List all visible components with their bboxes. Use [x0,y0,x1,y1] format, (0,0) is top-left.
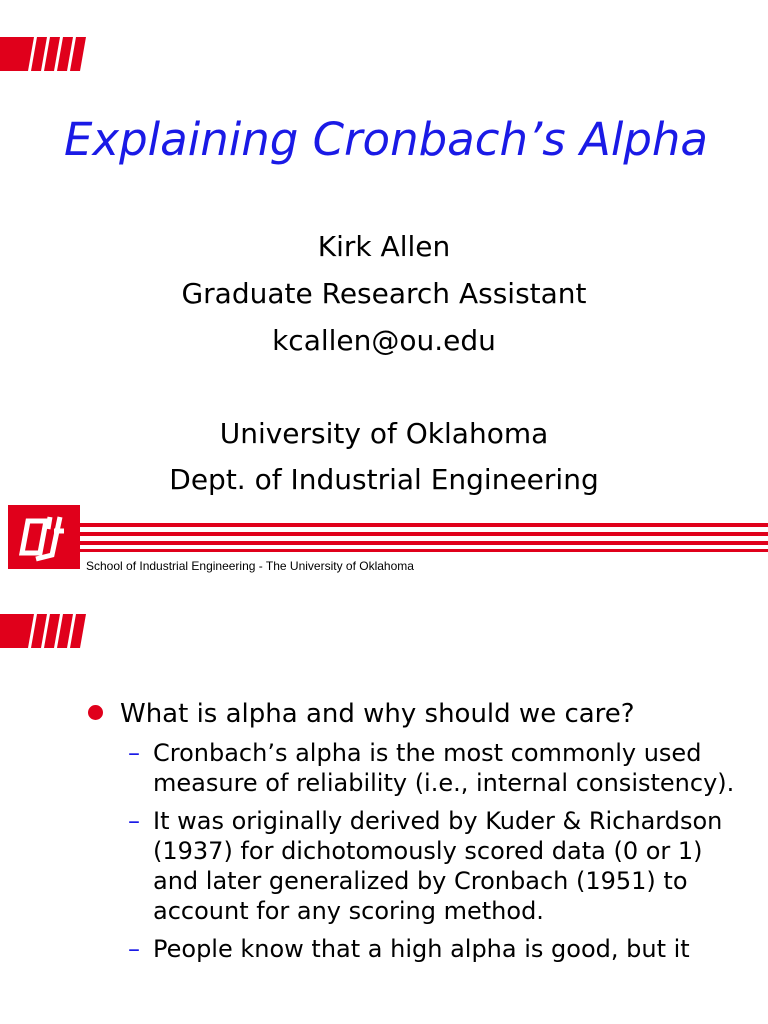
author-role: Graduate Research Assistant [181,277,587,310]
sub-bullet-text: People know that a high alpha is good, but it [153,935,690,963]
university: University of Oklahoma [219,417,549,450]
footer-rules [80,523,768,553]
bullet-dot-icon [88,705,103,720]
sub-bullet-text: Cronbach’s alpha is the most commonly used measure of reliability (i.e., internal consistency). [153,739,735,797]
sub-bullet-list [128,738,748,972]
sub-bullet [128,806,748,926]
ou-logo-icon [8,505,80,569]
dash-icon: – [128,935,140,963]
dash-icon: – [128,807,140,835]
red-stripes-icon [0,33,90,73]
dash-icon: – [128,739,140,767]
sub-bullet-text: It was originally derived by Kuder & Richardson (1937) for dichotomously scored data (0 or 1) and later generalized by Cronbach (1951) to account for any scoring method. [153,807,723,925]
bullet-text: What is alpha and why should we care? [120,699,635,729]
sub-bullet [128,934,748,964]
sub-bullet [128,738,748,798]
red-stripes-icon [0,610,90,650]
slide-title: Explaining Cronbach’s Alpha [64,113,708,166]
bullet-item [88,698,635,730]
author-email: kcallen@ou.edu [272,324,496,357]
author-name: Kirk Allen [317,230,451,263]
slide-footer: School of Industrial Engineering - The University of Oklahoma [86,559,414,573]
department: Dept. of Industrial Engineering [169,463,599,496]
